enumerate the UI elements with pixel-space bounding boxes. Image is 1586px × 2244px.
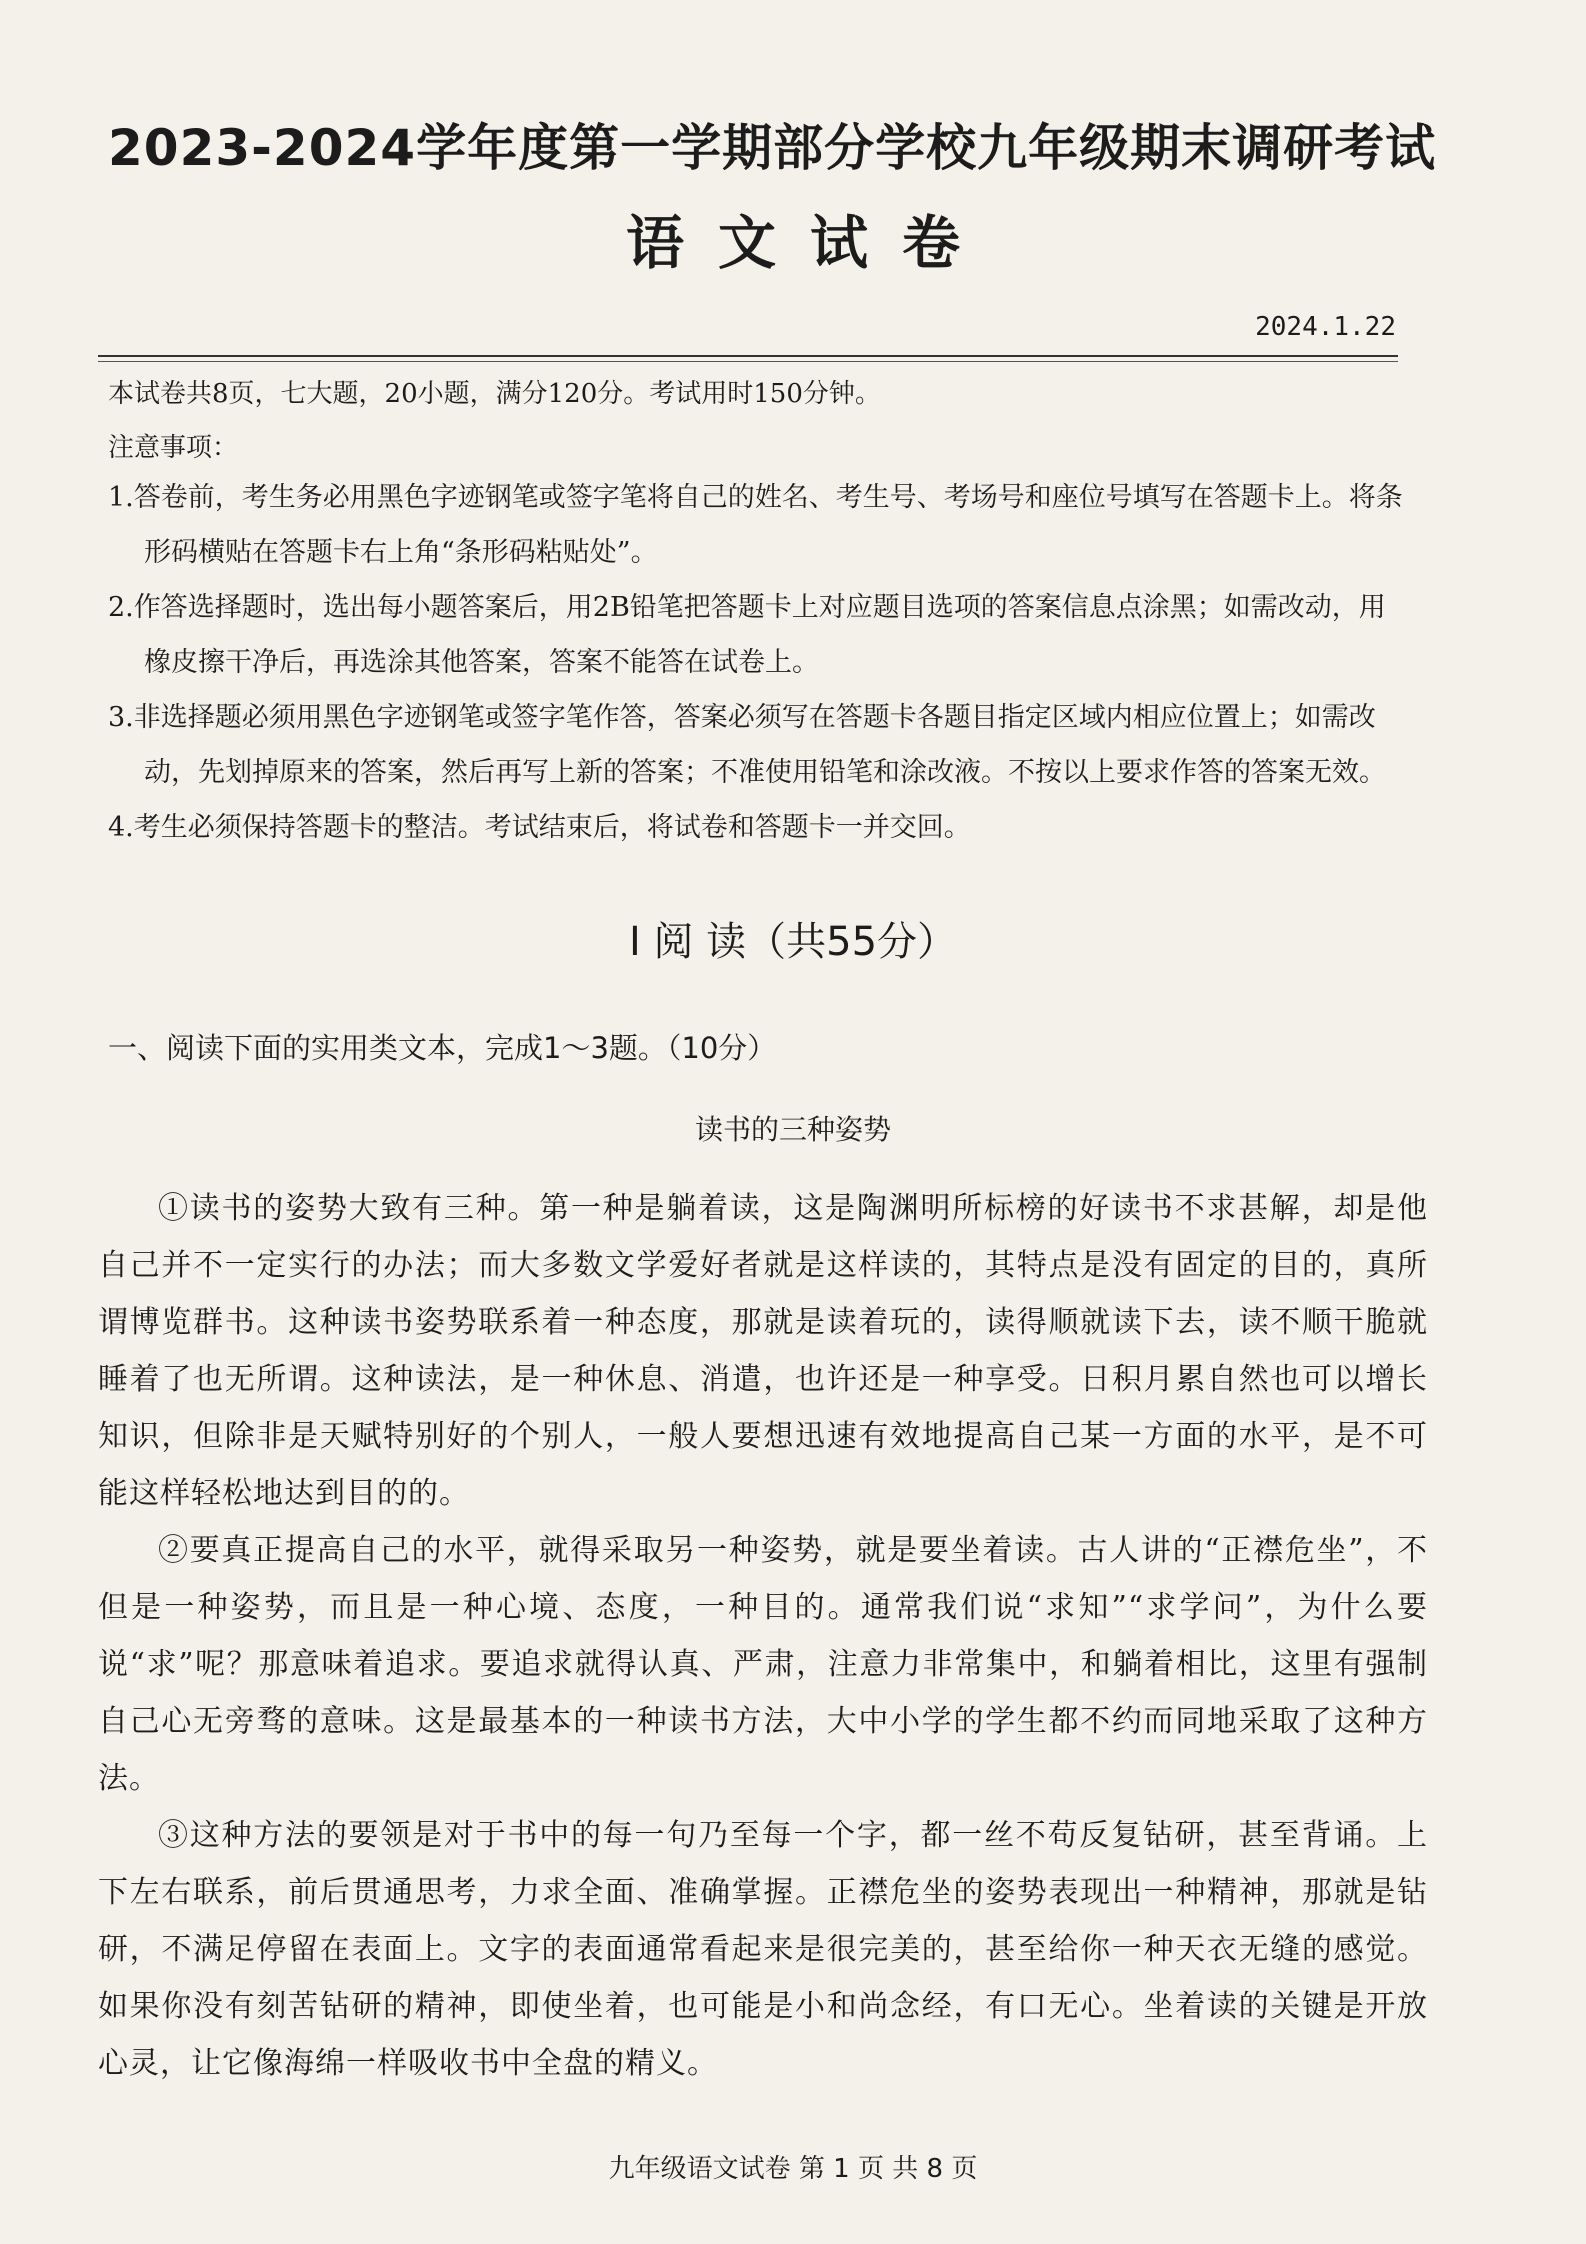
article-title: 读书的三种姿势 bbox=[694, 1113, 891, 1146]
notes-heading: 注意事项： bbox=[108, 433, 239, 463]
notes-list bbox=[108, 470, 1408, 855]
header-rule bbox=[98, 355, 1398, 357]
exam-title: 2023-2024学年度第一学期部分学校九年级期末调研考试 bbox=[108, 119, 1437, 177]
header-rule-thin bbox=[98, 361, 1398, 362]
note-item: 1.答卷前，考生务必用黑色字迹钢笔或签字笔将自己的姓名、考生号、考场号和座位号填写在答题卡上。将条形码横贴在答题卡右上角“条形码粘贴处”。 bbox=[108, 482, 1403, 568]
question-heading: 一、阅读下面的实用类文本，完成1～3题。（10分） bbox=[108, 1031, 777, 1065]
page-footer: 九年级语文试卷 第 1 页 共 8 页 bbox=[608, 2154, 978, 2184]
note-item: 2.作答选择题时，选出每小题答案后，用2B铅笔把答题卡上对应题目选项的答案信息点涂黑；如需改动，用橡皮擦干净后，再选涂其他答案，答案不能答在试卷上。 bbox=[108, 592, 1386, 678]
article-paragraph: ②要真正提高自己的水平，就得采取另一种姿势，就是要坐着读。古人讲的“正襟危坐”，不但是一种姿势，而且是一种心境、态度，一种目的。通常我们说“求知”“求学问”，为什么要说“求”呢？那意味着追求。要追求就得认真、严肃，注意力非常集中，和躺着相比，这里有强制自己心无旁骛的意味。这是最基本的一种读书方法，大中小学的学生都不约而同地采取了这种方法。 bbox=[98, 1533, 1428, 1796]
note-item: 3.非选择题必须用黑色字迹钢笔或签字笔作答，答案必须写在答题卡各题目指定区域内相应位置上；如需改动，先划掉原来的答案，然后再写上新的答案；不准使用铅笔和涂改液。不按以上要求作答的答案无效。 bbox=[108, 702, 1386, 788]
note-item: 4.考生必须保持答题卡的整洁。考试结束后，将试卷和答题卡一并交回。 bbox=[108, 812, 971, 843]
exam-intro: 本试卷共8页，七大题，20小题，满分120分。考试用时150分钟。 bbox=[108, 379, 881, 409]
exam-date: 2024.1.22 bbox=[1255, 312, 1396, 342]
article-body bbox=[98, 1180, 1428, 2092]
article-paragraph: ①读书的姿势大致有三种。第一种是躺着读，这是陶渊明所标榜的好读书不求甚解，却是他自己并不一定实行的办法；而大多数文学爱好者就是这样读的，其特点是没有固定的目的，真所谓博览群书。这种读书姿势联系着一种态度，那就是读着玩的，读得顺就读下去，读不顺干脆就睡着了也无所谓。这种读法，是一种休息、消遣，也许还是一种享受。日积月累自然也可以增长知识，但除非是天赋特别好的个别人，一般人要想迅速有效地提高自己某一方面的水平，是不可能这样轻松地达到目的的。 bbox=[98, 1191, 1428, 1511]
article-paragraph: ③这种方法的要领是对于书中的每一句乃至每一个字，都一丝不苟反复钻研，甚至背诵。上下左右联系，前后贯通思考，力求全面、准确掌握。正襟危坐的姿势表现出一种精神，那就是钻研，不满足停留在表面上。文字的表面通常看起来是很完美的，甚至给你一种天衣无缝的感觉。如果你没有刻苦钻研的精神，即使坐着，也可能是小和尚念经，有口无心。坐着读的关键是开放心灵，让它像海绵一样吸收书中全盘的精义。 bbox=[98, 1818, 1428, 2081]
section-title: Ⅰ 阅 读（共55分） bbox=[628, 919, 958, 965]
subject-title: 语文试卷 bbox=[625, 209, 994, 277]
